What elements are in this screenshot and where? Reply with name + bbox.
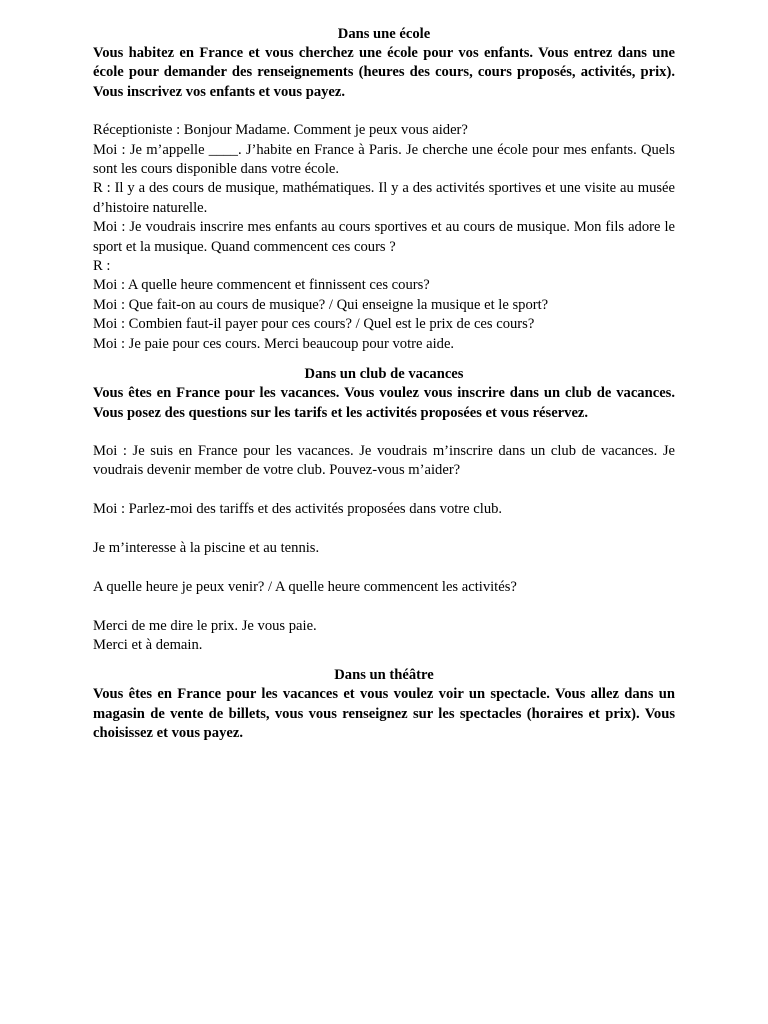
blank-line [93,520,675,539]
blank-line [93,597,675,616]
dialogue-line: Moi : Je voudrais inscrire mes enfants au cours sportives et au cours de musique. Mon fils adore le sport et la musique. Quand commencent ces cours ? [93,219,675,255]
dialogue-line: A quelle heure je peux venir? / A quelle heure commencent les activités? [93,578,517,595]
document-content [93,25,675,744]
section-instructions-ecole: Vous habitez en France et vous cherchez une école pour vos enfants. Vous entrez dans une école pour demander des renseignements (heures des cours, cours proposés, activités, prix). Vous inscrivez vos enfants et vous payez. [93,45,675,100]
dialogue-line: R : Il y a des cours de musique, mathématiques. Il y a des activités sportives et une visite au musée d’histoire naturelle. [93,180,675,216]
section-spacer [93,354,675,365]
dialogue-line: Moi : Je m’appelle ____. J’habite en France à Paris. Je cherche une école pour mes enfants. Quels sont les cours disponible dans votre école. [93,141,675,178]
section-instructions-theatre: Vous êtes en France pour les vacances et vous voulez voir un spectacle. Vous allez dans un magasin de vente de billets, vous vous renseignez sur les spectacles (horaires et prix). Vous choisissez et vous payez. [93,686,675,742]
section-title-ecole: Dans une école [337,26,431,42]
dialogue-line: Moi : A quelle heure commencent et finnissent ces cours? [93,277,430,294]
dialogue-line: Moi : Je suis en France pour les vacances. Je voudrais m’inscrire dans un club de vacances. Je voudrais devenir member de votre club. Pouvez-vous m’aider? [93,442,675,479]
dialogue-line: Moi : Je paie pour ces cours. Merci beaucoup pour votre aide. [93,335,455,352]
spacer [93,423,675,442]
section-spacer [93,655,675,666]
dialogue-line: R : [93,258,111,275]
dialogue-line: Moi : Parlez-moi des tariffs et des activités proposées dans votre club. [93,501,503,518]
blank-line [93,558,675,577]
section-title-club: Dans un club de vacances [304,366,464,383]
dialogue-line: Merci de me dire le prix. Je vous paie. [93,617,317,634]
section-instructions-club: Vous êtes en France pour les vacances. Vous voulez vous inscrire dans un club de vacances. Vous posez des questions sur les tarifs et les activités proposées et vous réservez. [93,385,675,421]
dialogue-line: Moi : Combien faut-il payer pour ces cours? / Quel est le prix de ces cours? [93,316,535,333]
dialogue-line: Réceptioniste : Bonjour Madame. Comment je peux vous aider? [93,122,468,139]
dialogue-line: Je m’interesse à la piscine et au tennis. [93,539,320,556]
blank-line [93,481,675,500]
dialogue-line: Merci et à demain. [93,636,203,653]
spacer [93,102,675,121]
section-title-theatre: Dans un théâtre [334,667,434,684]
dialogue-line: Moi : Que fait-on au cours de musique? / Qui enseigne la musique et le sport? [93,296,549,313]
